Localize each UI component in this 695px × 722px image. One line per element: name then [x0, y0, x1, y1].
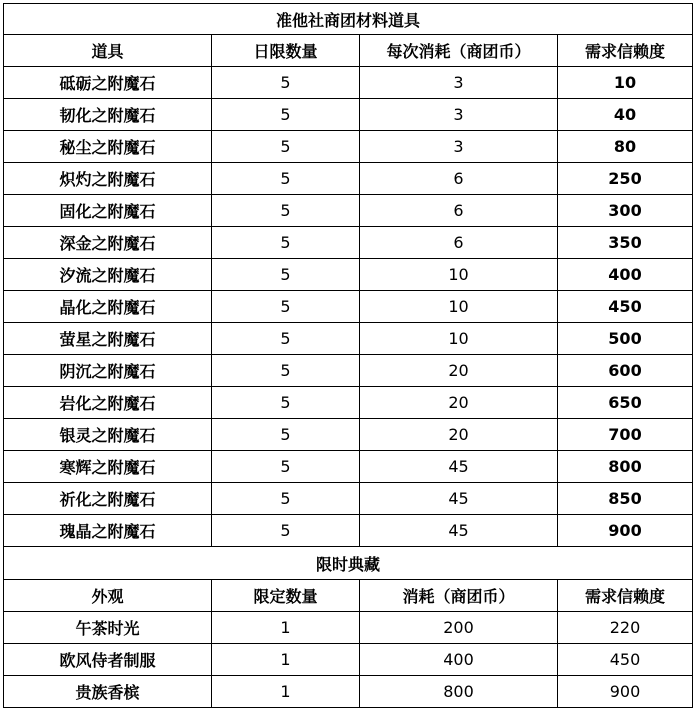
trust-cell: 300 [558, 195, 693, 227]
cost-cell: 3 [360, 67, 558, 99]
item-name-cell: 晶化之附魔石 [4, 291, 212, 323]
header-daily-limit: 日限数量 [212, 35, 360, 67]
header-trust: 需求信赖度 [558, 580, 693, 612]
cost-cell: 20 [360, 355, 558, 387]
table-row [4, 291, 693, 323]
table-row [4, 451, 693, 483]
trust-cell: 450 [558, 291, 693, 323]
limit-cell: 5 [212, 483, 360, 515]
limit-cell: 5 [212, 195, 360, 227]
table-row [4, 163, 693, 195]
trust-cell: 80 [558, 131, 693, 163]
limit-cell: 5 [212, 163, 360, 195]
cost-cell: 45 [360, 515, 558, 547]
item-name-cell: 砥砺之附魔石 [4, 67, 212, 99]
cost-cell: 6 [360, 227, 558, 259]
table-row [4, 259, 693, 291]
trust-cell: 700 [558, 419, 693, 451]
table-row [4, 644, 693, 676]
cost-cell: 6 [360, 195, 558, 227]
table-row [4, 355, 693, 387]
cost-cell: 10 [360, 323, 558, 355]
cost-cell: 45 [360, 483, 558, 515]
header-trust: 需求信赖度 [558, 35, 693, 67]
limit-cell: 5 [212, 227, 360, 259]
limit-cell: 1 [212, 676, 360, 708]
table-row [4, 67, 693, 99]
limit-cell: 5 [212, 67, 360, 99]
shop-table [3, 3, 693, 708]
cost-cell: 10 [360, 291, 558, 323]
item-name-cell: 深金之附魔石 [4, 227, 212, 259]
section-title-row [4, 547, 693, 580]
cost-cell: 400 [360, 644, 558, 676]
trust-cell: 350 [558, 227, 693, 259]
item-name-cell: 祈化之附魔石 [4, 483, 212, 515]
table-row [4, 227, 693, 259]
item-name-cell: 瑰晶之附魔石 [4, 515, 212, 547]
trust-cell: 40 [558, 99, 693, 131]
trust-cell: 900 [558, 515, 693, 547]
trust-cell: 250 [558, 163, 693, 195]
item-name-cell: 炽灼之附魔石 [4, 163, 212, 195]
limit-cell: 5 [212, 387, 360, 419]
limit-cell: 1 [212, 644, 360, 676]
cost-cell: 45 [360, 451, 558, 483]
item-name-cell: 贵族香槟 [4, 676, 212, 708]
trust-cell: 900 [558, 676, 693, 708]
cost-cell: 3 [360, 131, 558, 163]
trust-cell: 500 [558, 323, 693, 355]
table-row [4, 612, 693, 644]
header-item: 道具 [4, 35, 212, 67]
table-row [4, 483, 693, 515]
item-name-cell: 阴沉之附魔石 [4, 355, 212, 387]
limit-cell: 5 [212, 451, 360, 483]
item-name-cell: 欧风侍者制服 [4, 644, 212, 676]
trust-cell: 850 [558, 483, 693, 515]
trust-cell: 10 [558, 67, 693, 99]
limit-cell: 1 [212, 612, 360, 644]
item-name-cell: 秘尘之附魔石 [4, 131, 212, 163]
trust-cell: 450 [558, 644, 693, 676]
limit-cell: 5 [212, 99, 360, 131]
cost-cell: 200 [360, 612, 558, 644]
header-limited-quantity: 限定数量 [212, 580, 360, 612]
cost-cell: 10 [360, 259, 558, 291]
item-name-cell: 岩化之附魔石 [4, 387, 212, 419]
limit-cell: 5 [212, 291, 360, 323]
item-name-cell: 韧化之附魔石 [4, 99, 212, 131]
item-name-cell: 萤星之附魔石 [4, 323, 212, 355]
section-title-limited: 限时典藏 [4, 547, 693, 580]
table-row [4, 323, 693, 355]
limit-cell: 5 [212, 515, 360, 547]
item-name-cell: 银灵之附魔石 [4, 419, 212, 451]
limit-cell: 5 [212, 419, 360, 451]
trust-cell: 650 [558, 387, 693, 419]
table-row [4, 387, 693, 419]
item-name-cell: 寒辉之附魔石 [4, 451, 212, 483]
header-cost: 消耗（商团币） [360, 580, 558, 612]
limit-cell: 5 [212, 259, 360, 291]
item-name-cell: 午茶时光 [4, 612, 212, 644]
limit-cell: 5 [212, 131, 360, 163]
cost-cell: 800 [360, 676, 558, 708]
table-row [4, 515, 693, 547]
cost-cell: 6 [360, 163, 558, 195]
trust-cell: 400 [558, 259, 693, 291]
table-row [4, 195, 693, 227]
table-row [4, 131, 693, 163]
cost-cell: 20 [360, 387, 558, 419]
trust-cell: 800 [558, 451, 693, 483]
limit-cell: 5 [212, 323, 360, 355]
cost-cell: 3 [360, 99, 558, 131]
header-cost: 每次消耗（商团币） [360, 35, 558, 67]
item-name-cell: 汐流之附魔石 [4, 259, 212, 291]
table-row [4, 676, 693, 708]
section-title-materials: 准他社商团材料道具 [4, 4, 693, 35]
header-appearance: 外观 [4, 580, 212, 612]
trust-cell: 600 [558, 355, 693, 387]
cost-cell: 20 [360, 419, 558, 451]
table-row [4, 99, 693, 131]
header-row [4, 580, 693, 612]
table-row [4, 419, 693, 451]
header-row [4, 35, 693, 67]
limit-cell: 5 [212, 355, 360, 387]
section-title-row [4, 4, 693, 35]
item-name-cell: 固化之附魔石 [4, 195, 212, 227]
trust-cell: 220 [558, 612, 693, 644]
